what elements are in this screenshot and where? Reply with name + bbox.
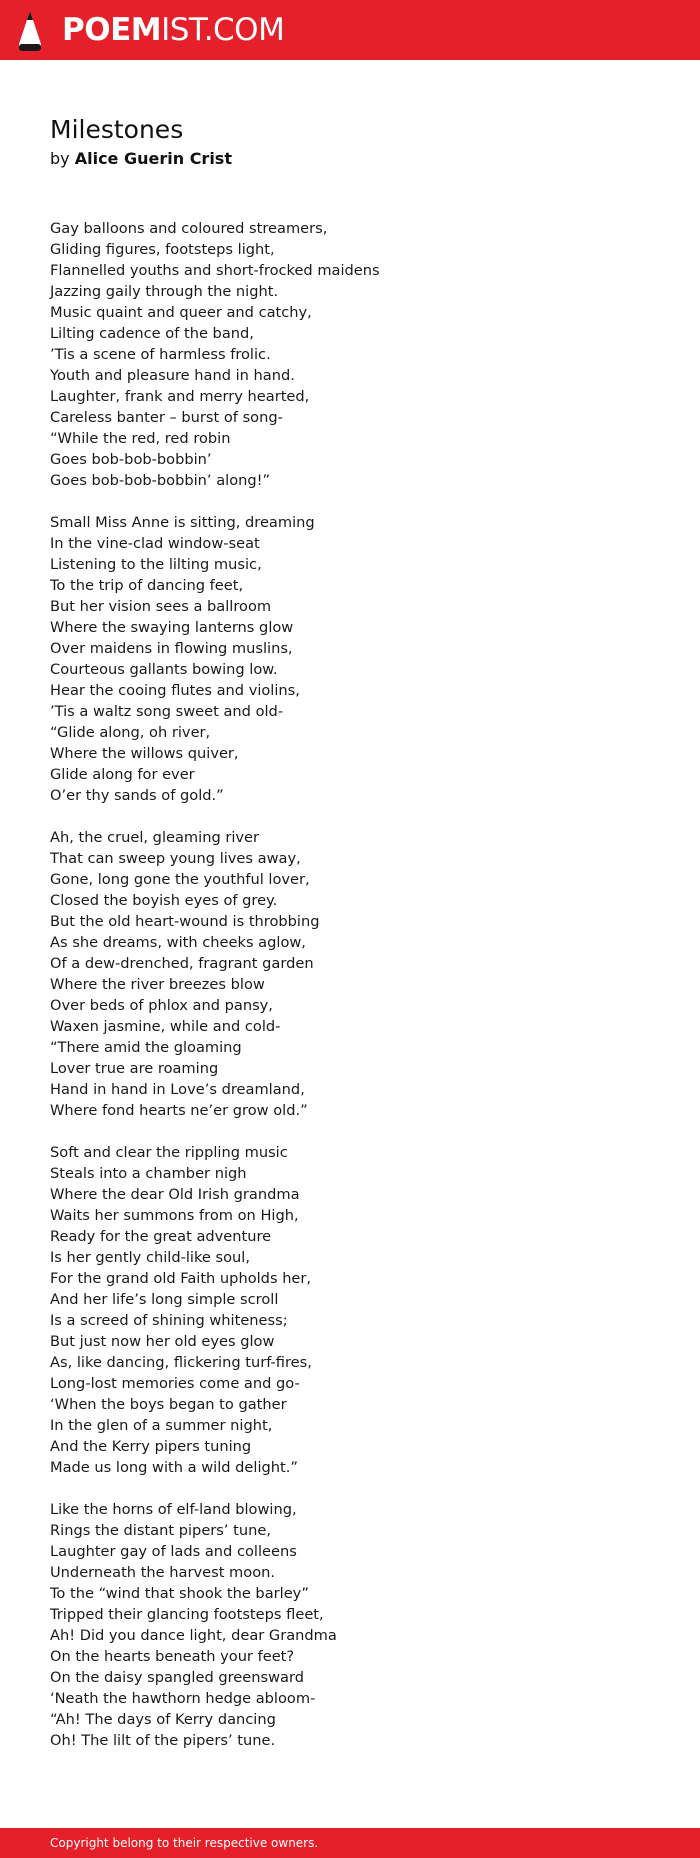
poem-line: And her life’s long simple scroll	[50, 1291, 279, 1308]
poem-line: For the grand old Faith upholds her,	[50, 1270, 312, 1287]
logo-bold-text: POEM	[62, 12, 162, 48]
poem-line: As she dreams, with cheeks aglow,	[50, 934, 306, 951]
poem-line: Soft and clear the rippling music	[50, 1144, 288, 1161]
poem-line: Underneath the harvest moon.	[50, 1564, 276, 1581]
poem-line: Ah, the cruel, gleaming river	[50, 829, 260, 846]
poem-line: ’Tis a scene of harmless frolic.	[50, 346, 271, 363]
stanza	[50, 1499, 650, 1751]
author-name: Alice Guerin Crist	[74, 149, 232, 168]
logo-light-text: IST.COM	[161, 12, 285, 48]
poem-line: Music quaint and queer and catchy,	[50, 304, 312, 321]
poem-line: Gay balloons and coloured streamers,	[50, 220, 328, 237]
poem-line: Where the swaying lanterns glow	[50, 619, 294, 636]
poem-line: Flannelled youths and short-frocked maidens	[50, 262, 380, 279]
site-footer	[0, 1828, 700, 1858]
poem-line: But just now her old eyes glow	[50, 1333, 275, 1350]
poem-line: Laughter gay of lads and colleens	[50, 1543, 297, 1560]
poem-line: Ready for the great adventure	[50, 1228, 272, 1245]
poem-line: Careless banter – burst of song-	[50, 409, 283, 426]
poem-line: But the old heart-wound is throbbing	[50, 913, 320, 930]
poem-line: Is her gently child-like soul,	[50, 1249, 251, 1266]
poem-line: Where the willows quiver,	[50, 745, 239, 762]
poem-line: Listening to the lilting music,	[50, 556, 262, 573]
poem-line: Lilting cadence of the band,	[50, 325, 254, 342]
poem-line: Is a screed of shining whiteness;	[50, 1312, 288, 1329]
poem-line: Over beds of phlox and pansy,	[50, 997, 273, 1014]
poem-line: Gliding figures, footsteps light,	[50, 241, 275, 258]
poem-line: On the daisy spangled greensward	[50, 1669, 305, 1686]
by-prefix: by	[50, 149, 70, 168]
poem-line: “There amid the gloaming	[50, 1039, 242, 1056]
poem-line: That can sweep young lives away,	[50, 850, 301, 867]
stanza	[50, 827, 650, 1121]
site-header	[0, 0, 700, 60]
poem-line: Made us long with a wild delight.”	[50, 1459, 298, 1476]
poem-line: ‘Neath the hawthorn hedge abloom-	[50, 1690, 316, 1707]
poem-line: Goes bob-bob-bobbin’ along!”	[50, 472, 271, 489]
poem-line: Over maidens in flowing muslins,	[50, 640, 293, 657]
poem-line: Of a dew-drenched, fragrant garden	[50, 955, 314, 972]
poem-byline	[50, 147, 232, 171]
poem-line: To the trip of dancing feet,	[50, 577, 244, 594]
stanza	[50, 1142, 650, 1478]
poem-line: Gone, long gone the youthful lover,	[50, 871, 310, 888]
poem-line: In the vine-clad window-seat	[50, 535, 260, 552]
poem-line: Oh! The lilt of the pipers’ tune.	[50, 1732, 276, 1749]
pen-nib-logo-icon	[17, 10, 43, 52]
poem-line: “While the red, red robin	[50, 430, 231, 447]
poem-line: Courteous gallants bowing low.	[50, 661, 278, 678]
poem-line: “Ah! The days of Kerry dancing	[50, 1711, 276, 1728]
poem-line: Long-lost memories come and go-	[50, 1375, 300, 1392]
poem-line: On the hearts beneath your feet?	[50, 1648, 295, 1665]
poem-line: O’er thy sands of gold.”	[50, 787, 224, 804]
poem-line: Lover true are roaming	[50, 1060, 219, 1077]
poem-line: Where fond hearts ne’er grow old.”	[50, 1102, 308, 1119]
poem-line: And the Kerry pipers tuning	[50, 1438, 252, 1455]
poem-body	[50, 218, 650, 1772]
poem-line: Hear the cooing flutes and violins,	[50, 682, 300, 699]
poem-line: Ah! Did you dance light, dear Grandma	[50, 1627, 337, 1644]
poem-line: ‘When the boys began to gather	[50, 1396, 287, 1413]
poem-line: “Glide along, oh river,	[50, 724, 211, 741]
copyright-text: Copyright belong to their respective owners.	[50, 1836, 319, 1850]
poem-line: Laughter, frank and merry hearted,	[50, 388, 310, 405]
poem-line: To the “wind that shook the barley”	[50, 1585, 309, 1602]
poem-line: Hand in hand in Love’s dreamland,	[50, 1081, 305, 1098]
poem-title: Milestones	[50, 115, 184, 144]
poem-line: Jazzing gaily through the night.	[50, 283, 279, 300]
poem-line: Tripped their glancing footsteps fleet,	[50, 1606, 324, 1623]
poem-line: As, like dancing, flickering turf-fires,	[50, 1354, 312, 1371]
poem-line: Waxen jasmine, while and cold-	[50, 1018, 281, 1035]
stanza	[50, 512, 650, 806]
poem-line: Rings the distant pipers’ tune,	[50, 1522, 272, 1539]
poem-line: Goes bob-bob-bobbin’	[50, 451, 212, 468]
poem-line: Like the horns of elf-land blowing,	[50, 1501, 297, 1518]
poem-line: Youth and pleasure hand in hand.	[50, 367, 295, 384]
poem-line: ’Tis a waltz song sweet and old-	[50, 703, 284, 720]
poem-line: Where the dear Old Irish grandma	[50, 1186, 300, 1203]
site-logo[interactable]	[62, 10, 284, 50]
poem-line: Closed the boyish eyes of grey.	[50, 892, 278, 909]
poem-line: Waits her summons from on High,	[50, 1207, 299, 1224]
poem-line: Steals into a chamber nigh	[50, 1165, 247, 1182]
poem-line: But her vision sees a ballroom	[50, 598, 272, 615]
poem-line: Where the river breezes blow	[50, 976, 265, 993]
poem-line: Glide along for ever	[50, 766, 195, 783]
stanza	[50, 218, 650, 491]
poem-line: In the glen of a summer night,	[50, 1417, 273, 1434]
poem-line: Small Miss Anne is sitting, dreaming	[50, 514, 315, 531]
